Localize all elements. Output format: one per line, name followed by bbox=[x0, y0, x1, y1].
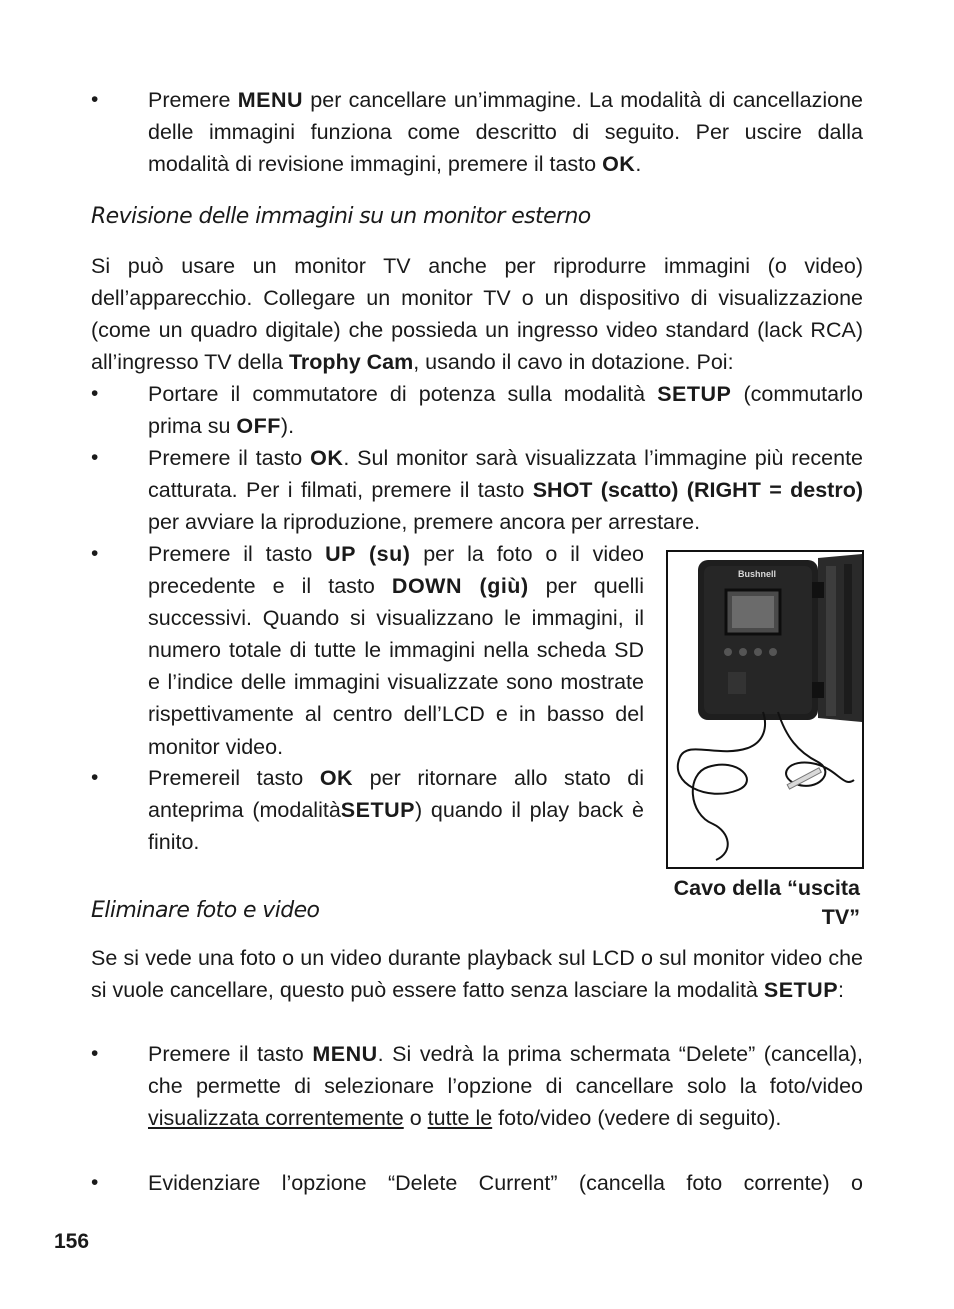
underlined-all: tutte le bbox=[427, 1106, 493, 1131]
bullet-text: Premere il tasto OK. Sul monitor sarà visualizzata l’immagine più recente catturata. Per i filmati, premere il tasto SHOT (scatto) (RIGHT = destro) per avviare la riproduzione, premere ancora per arrestare. bbox=[148, 446, 863, 535]
bullet-text: Evidenziare l’opzione “Delete Current” (cancella foto corrente) o bbox=[148, 1171, 863, 1195]
bullet-text: Portare il commutatore di potenza sulla modalità SETUP (commutarlo prima su OFF). bbox=[148, 382, 863, 439]
bullet-marker: • bbox=[91, 1171, 99, 1194]
bullet-text: Premere il tasto MENU. Si vedrà la prima schermata “Delete” (cancella), che permette di selezionare l’opzione di cancellare solo la foto/video visualizzata correntemente o tutte le foto/video (vedere di seguito). bbox=[148, 1042, 863, 1131]
section-heading-external-monitor: Revisione delle immagini su un monitor esterno bbox=[91, 204, 591, 229]
bullet-marker: • bbox=[91, 766, 99, 789]
key-menu: MENU bbox=[312, 1042, 378, 1066]
photo-caption: Cavo della “uscita TV” bbox=[673, 876, 860, 929]
key-off: OFF bbox=[236, 414, 281, 439]
key-down: DOWN (giù) bbox=[391, 574, 529, 599]
bullet-marker: • bbox=[91, 382, 99, 405]
bullet-return-preview bbox=[91, 762, 644, 858]
bullet-menu-delete bbox=[91, 84, 863, 180]
section-heading-delete: Eliminare foto e video bbox=[91, 898, 320, 923]
bullet-text: Premereil tasto OK per ritornare allo stato di anteprima (modalitàSETUP) quando il play back è finito. bbox=[148, 766, 644, 855]
paragraph-delete: Se si vede una foto o un video durante playback sul LCD o sul monitor video che si vuole cancellare, questo può essere fatto senza lasciare la modalità SETUP: bbox=[91, 946, 863, 1003]
key-ok: OK bbox=[602, 152, 636, 177]
bullet-delete-screen bbox=[91, 1038, 863, 1134]
paragraph-tv-monitor: Si può usare un monitor TV anche per riprodurre immagini (o video) dell’apparecchio. Collegare un monitor TV o un dispositivo di visualizzazione (come un quadro digitale) che possieda un ingresso video standard (lack RCA) all’ingresso TV della Trophy Cam, usando il cavo in dotazione. Poi: bbox=[91, 254, 863, 375]
key-setup: SETUP bbox=[763, 978, 839, 1003]
key-up: UP (su) bbox=[325, 542, 411, 566]
key-shot-right: SHOT (scatto) (RIGHT = destro) bbox=[532, 478, 863, 503]
bullet-power-switch bbox=[91, 378, 863, 442]
bullet-text: Premere MENU per cancellare un’immagine. La modalità di cancellazione delle immagini funziona come descritto di seguito. Per uscire dalla modalità di revisione immagini, premere il tasto OK. bbox=[148, 88, 864, 177]
camera-tv-cable-photo bbox=[666, 550, 864, 869]
key-ok: OK bbox=[310, 446, 344, 470]
bullet-marker: • bbox=[91, 446, 99, 469]
camera-logo: Bushnell bbox=[738, 569, 777, 579]
bullet-marker: • bbox=[91, 88, 99, 111]
key-menu: MENU bbox=[237, 88, 304, 112]
bullet-marker: • bbox=[91, 1042, 99, 1065]
page-number: 156 bbox=[54, 1230, 90, 1253]
bullet-marker: • bbox=[91, 542, 99, 565]
key-ok: OK bbox=[319, 766, 354, 790]
camera-illustration bbox=[668, 552, 862, 867]
underlined-current: visualizzata correntemente bbox=[148, 1106, 404, 1131]
bullet-up-down bbox=[91, 538, 644, 763]
bullet-text: Premere il tasto UP (su) per la foto o il video precedente e il tasto DOWN (giù) per quelli successivi. Quando si visualizzano le immagini, il numero totale di tutte le immagini nella scheda SD e l’indice delle immagini visualizzate sono mostrate rispettivamente al centro dell’LCD e in basso del monitor video. bbox=[148, 542, 644, 759]
bullet-delete-current bbox=[91, 1167, 863, 1199]
key-setup: SETUP bbox=[657, 382, 732, 406]
key-setup: SETUP bbox=[340, 798, 415, 823]
product-name: Trophy Cam bbox=[288, 350, 414, 375]
bullet-ok-playback bbox=[91, 442, 863, 538]
